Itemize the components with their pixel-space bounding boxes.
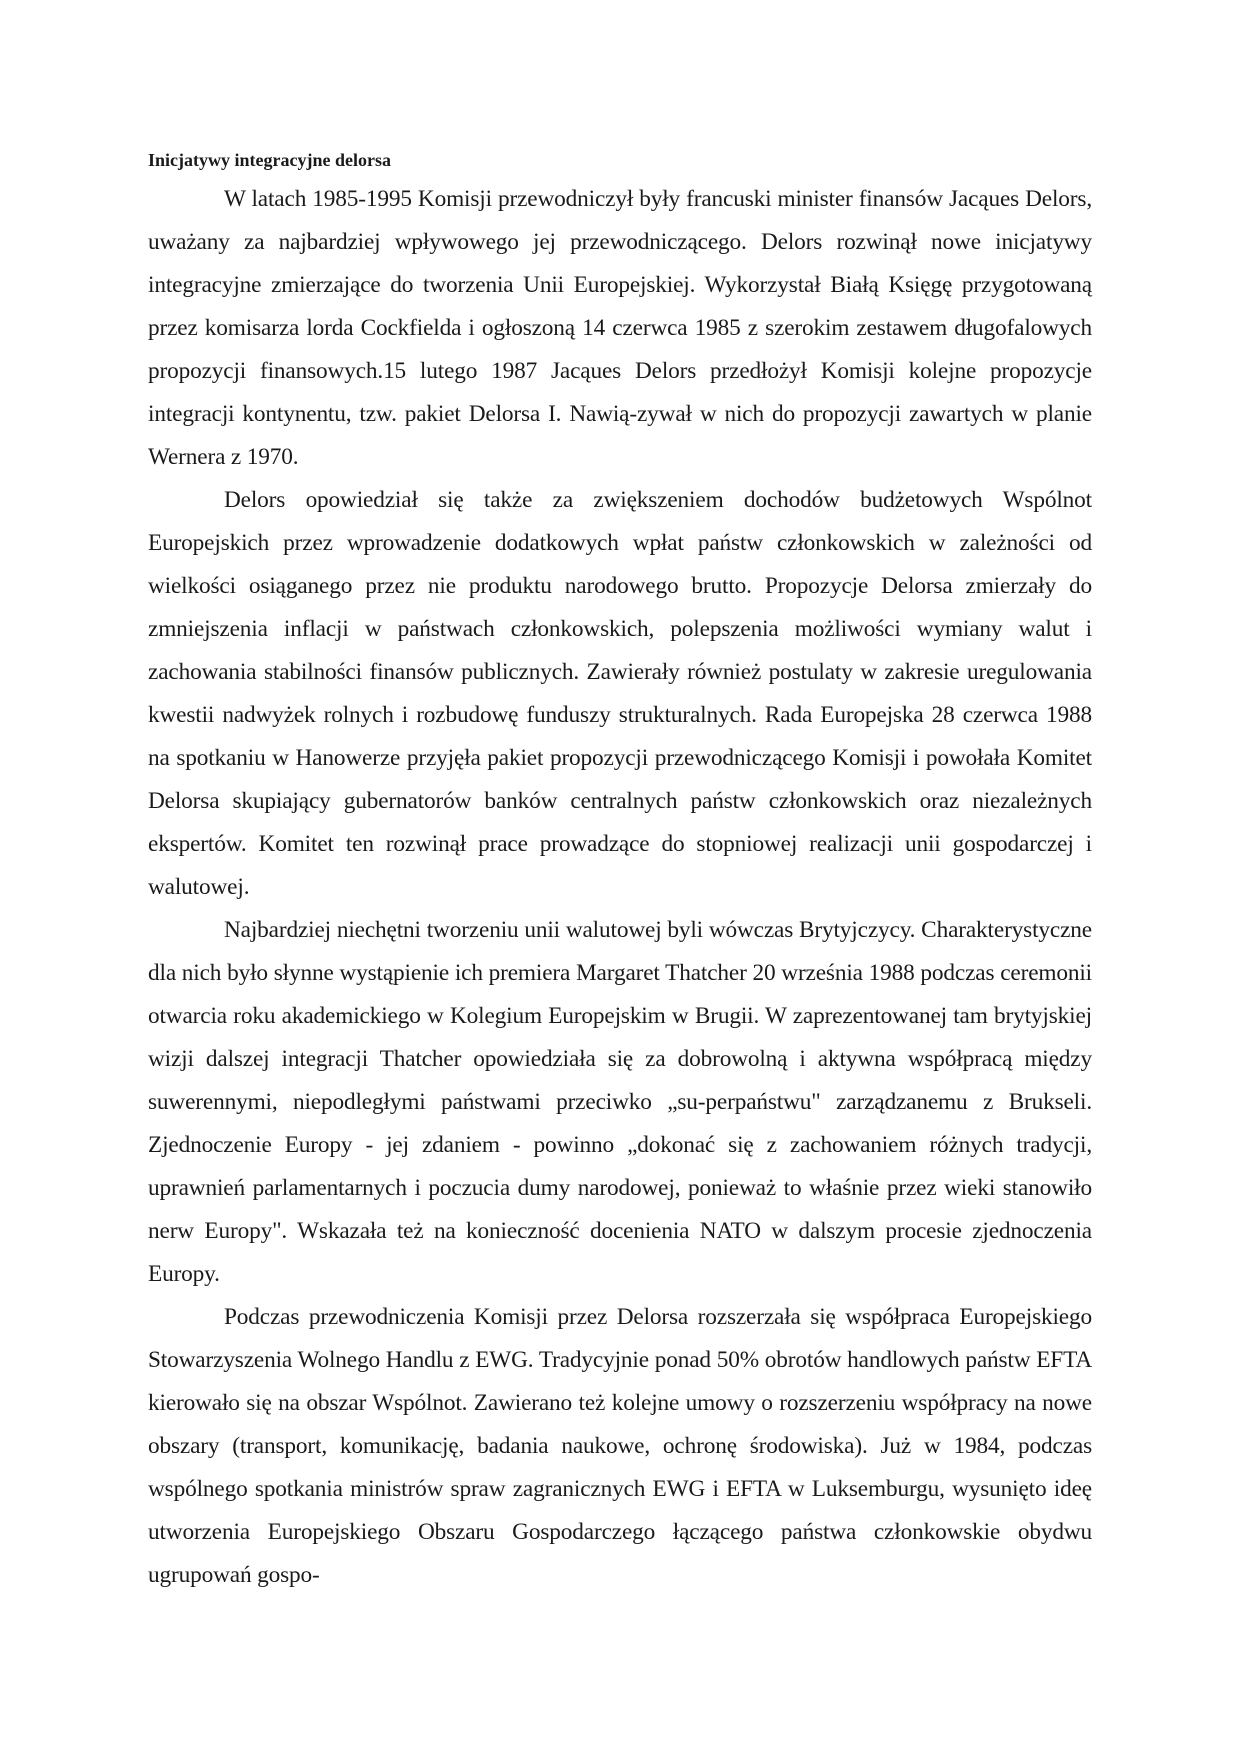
paragraph-2: Delors opowiedział się także za zwiększeniem dochodów budżetowych Wspólnot Europejskich przez wprowadzenie dodatkowych wpłat państw członkowskich w zależności od wielkości osiąganego przez nie produktu narodowego brutto. Propozycje Delorsa zmierzały do zmniejszenia inflacji w państwach członkowskich, polepszenia możliwości wymiany walut i zachowania stabilności finansów publicznych. Zawierały również postulaty w zakresie uregulowania kwestii nadwyżek rolnych i rozbudowę funduszy strukturalnych. Rada Europejska 28 czerwca 1988 na spotkaniu w Hanowerze przyjęła pakiet propozycji przewodniczącego Komisji i powołała Komitet Delorsa skupiający gubernatorów banków centralnych państw członkowskich oraz niezależnych ekspertów. Komitet ten rozwinął prace prowadzące do stopniowej realizacji unii gospodarczej i walutowej. bbox=[148, 487, 1092, 900]
document-page bbox=[148, 146, 1092, 1597]
paragraph-3: Najbardziej niechętni tworzeniu unii walutowej byli wówczas Brytyjczycy. Charakterystyczne dla nich było słynne wystąpienie ich premiera Margaret Thatcher 20 września 1988 podczas ceremonii otwarcia roku akademickiego w Kolegium Europejskim w Brugii. W zaprezentowanej tam brytyjskiej wizji dalszej integracji Thatcher opowiedziała się za dobrowolną i aktywna współpracą między suwerennymi, niepodległymi państwami przeciwko „su-perpaństwu" zarządzanemu z Brukseli. Zjednoczenie Europy - jej zdaniem - powinno „dokonać się z zachowaniem różnych tradycji, uprawnień parlamentarnych i poczucia dumy narodowej, ponieważ to właśnie przez wieki stanowiło nerw Europy". Wskazała też na konieczność docenienia NATO w dalszym procesie zjednoczenia Europy. bbox=[148, 917, 1092, 1287]
paragraph-4: Podczas przewodniczenia Komisji przez Delorsa rozszerzała się współpraca Europejskiego Stowarzyszenia Wolnego Handlu z EWG. Tradycyjnie ponad 50% obrotów handlowych państw EFTA kierowało się na obszar Wspólnot. Zawierano też kolejne umowy o rozszerzeniu współpracy na nowe obszary (transport, komunikację, badania naukowe, ochronę środowiska). Już w 1984, podczas wspólnego spotkania ministrów spraw zagranicznych EWG i EFTA w Luksemburgu, wysunięto ideę utworzenia Europejskiego Obszaru Gospodarczego łączącego państwa członkowskie obydwu ugrupowań gospo- bbox=[148, 1304, 1092, 1588]
paragraph-1: W latach 1985-1995 Komisji przewodniczył były francuski minister finansów Jacąues Delors, uważany za najbardziej wpływowego jej przewodniczącego. Delors rozwinął nowe inicjatywy integracyjne zmierzające do tworzenia Unii Europejskiej. Wykorzystał Białą Księgę przygotowaną przez komisarza lorda Cockfielda i ogłoszoną 14 czerwca 1985 z szerokim zestawem długofalowych propozycji finansowych.15 lutego 1987 Jacąues Delors przedłożył Komisji kolejne propozycje integracji kontynentu, tzw. pakiet Delorsa I. Nawią-zywał w nich do propozycji zawartych w planie Wernera z 1970. bbox=[148, 186, 1092, 470]
document-title: Inicjatywy integracyjne delorsa bbox=[148, 150, 391, 170]
